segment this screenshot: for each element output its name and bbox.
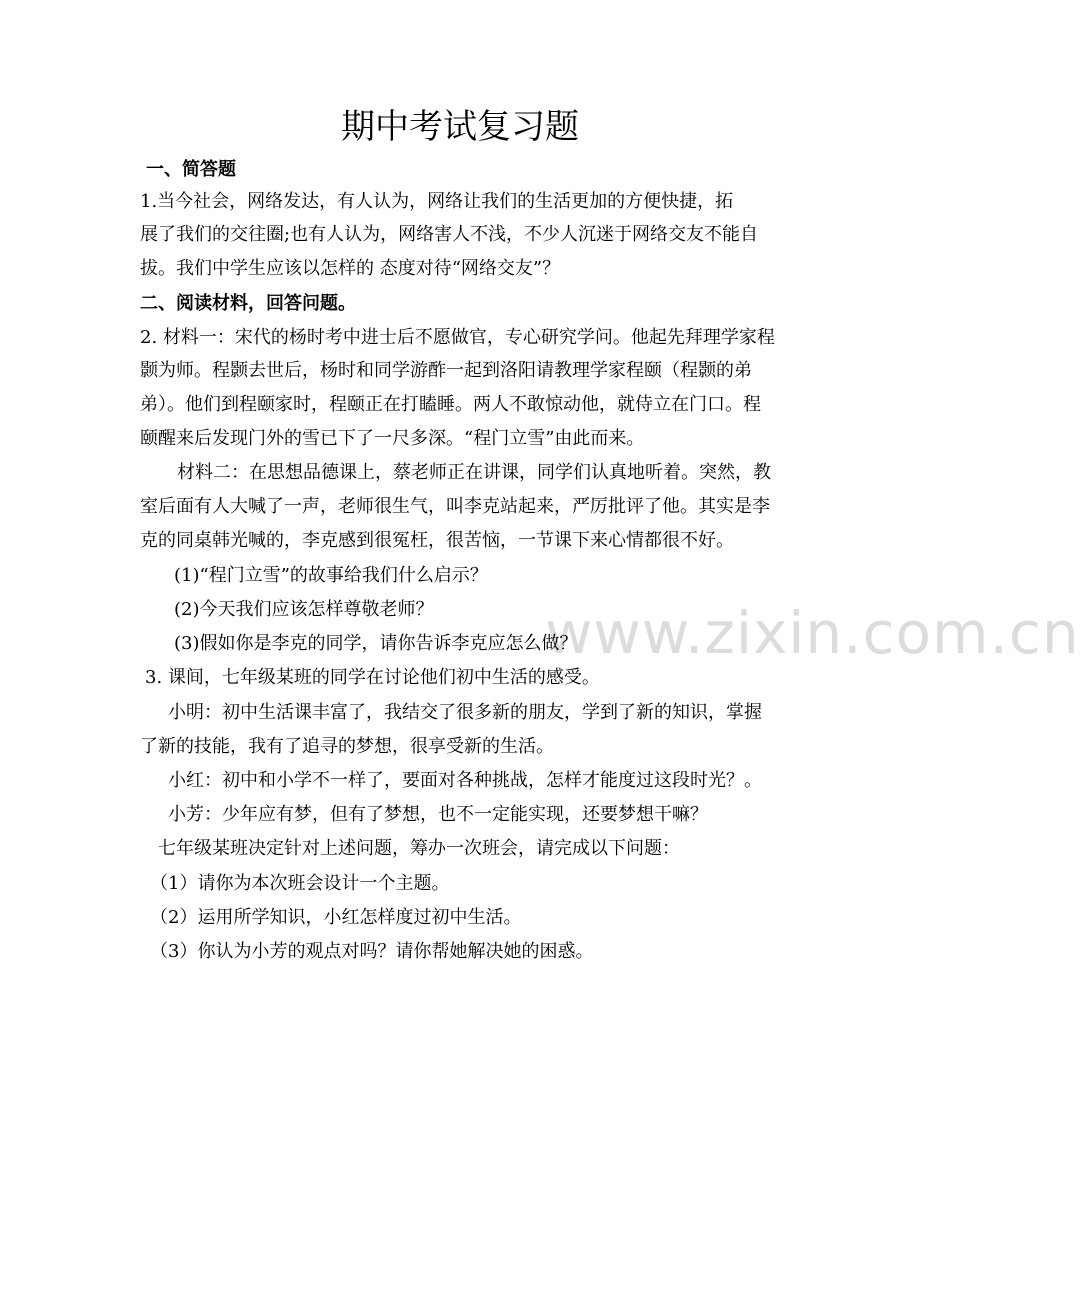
material-1-line-4: 颐醒来后发现门外的雪已下了一尺多深。“程门立雪”由此而来。 <box>140 428 645 449</box>
section-heading-short-answer: 一、简答题 <box>146 159 236 180</box>
material-1-line-1: 2. 材料一：宋代的杨时考中进士后不愿做官，专心研究学问。他起先拜理学家程 <box>140 327 775 348</box>
task-3: （3）你认为小芳的观点对吗？请你帮她解决她的困惑。 <box>150 941 594 962</box>
xiaoming-line-2: 了新的技能，我有了追寻的梦想，很享受新的生活。 <box>140 736 554 757</box>
section-heading-reading: 二、阅读材料，回答问题。 <box>140 293 356 314</box>
xiaofang-statement: 小芳：少年应有梦，但有了梦想，也不一定能实现，还要梦想干嘛？ <box>168 804 708 825</box>
xiaohong-statement: 小红：初中和小学不一样了，要面对各种挑战，怎样才能度过这段时光？。 <box>168 770 762 791</box>
material-1-line-2: 颢为师。程颢去世后，杨时和同学游酢一起到洛阳请教理学家程颐（程颢的弟 <box>140 360 752 381</box>
material-1-line-3: 弟）。他们到程颐家时，程颐正在打瞌睡。两人不敢惊动他，就侍立在门口。程 <box>140 394 761 415</box>
material-2-line-2: 室后面有人大喊了一声，老师很生气，叫李克站起来，严厉批评了他。其实是李 <box>140 496 770 517</box>
xiaoming-line-1: 小明：初中生活课丰富了，我结交了很多新的朋友，学到了新的知识，掌握 <box>168 702 762 723</box>
watermark: www.zixin.com.cn <box>545 599 1080 667</box>
material-2-line-1: 材料二：在思想品德课上，蔡老师正在讲课，同学们认真地听着。突然，教 <box>177 462 771 483</box>
material-2-line-3: 克的同桌韩光喊的，李克感到很冤枉，很苦恼，一节课下来心情都很不好。 <box>140 530 734 551</box>
question-1-line-3: 拔。我们中学生应该以怎样的 态度对待“网络交友”？ <box>140 258 561 279</box>
sub-question-3: (3)假如你是李克的同学，请你告诉李克应怎么做？ <box>174 633 578 654</box>
task-2: （2）运用所学知识，小红怎样度过初中生活。 <box>150 907 522 928</box>
question-1-line-2: 展了我们的交往圈;也有人认为，网络害人不浅，不少人沉迷于网络交友不能自 <box>140 224 759 245</box>
page-title: 期中考试复习题 <box>341 107 579 147</box>
task-1: （1）请你为本次班会设计一个主题。 <box>150 873 450 894</box>
sub-question-2: (2)今天我们应该怎样尊敬老师？ <box>174 599 434 620</box>
class-meeting-intro: 七年级某班决定针对上述问题，筹办一次班会，请完成以下问题： <box>158 838 680 859</box>
question-3-intro: 3. 课间，七年级某班的同学在讨论他们初中生活的感受。 <box>145 667 600 688</box>
sub-question-1: (1)“程门立雪”的故事给我们什么启示？ <box>174 565 488 586</box>
question-1-line-1: 1.当今社会，网络发达，有人认为，网络让我们的生活更加的方便快捷，拓 <box>140 191 734 212</box>
